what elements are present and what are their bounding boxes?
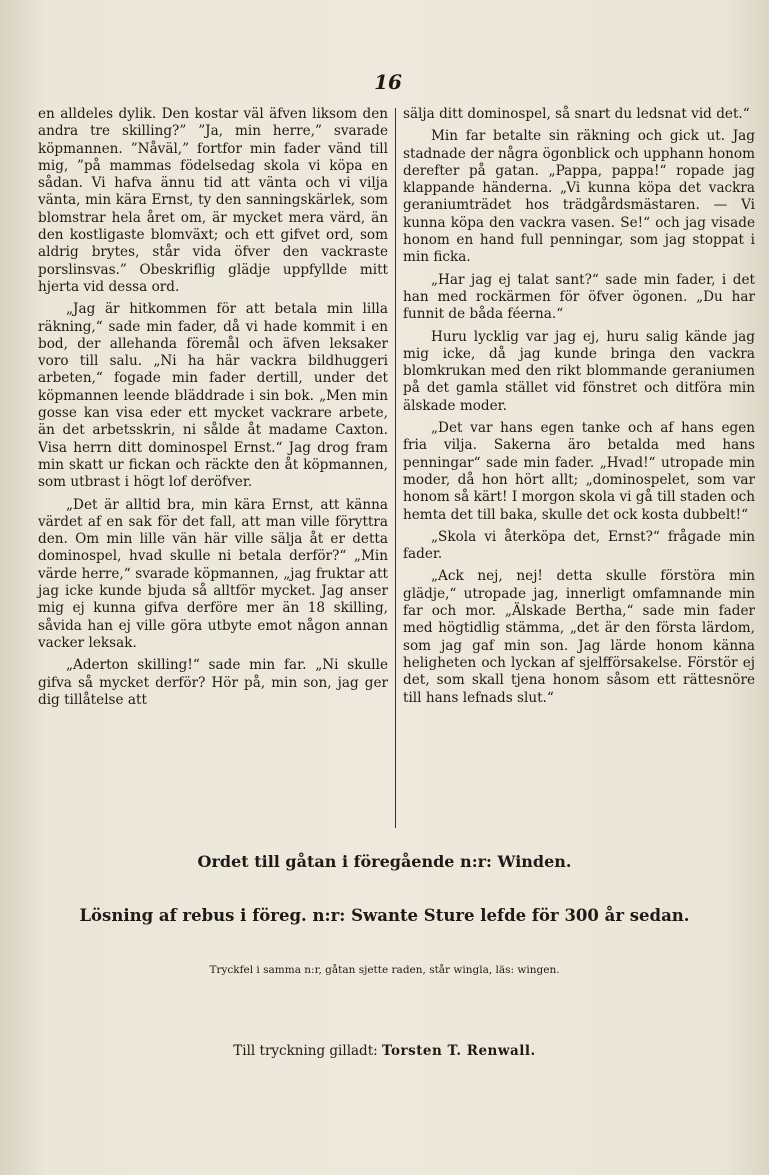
paragraph: „Skola vi återköpa det, Ernst?“ frågade min fader. — [403, 528, 755, 563]
printing-approval-label: Till tryckning gilladt: — [233, 1043, 378, 1059]
paragraph: Huru lycklig var jag ej, huru salig kände jag mig icke, då jag kunde bringa den vackra blomkrukan med den rikt blommande geraniumen på det gamla stället vid fönstret och ditföra min älskade moder. — [403, 328, 755, 414]
censor-name: Torsten T. Renwall. — [381, 1043, 536, 1059]
page-number: 16 — [374, 70, 402, 94]
paragraph: sälja ditt dominospel, så snart du ledsnat vid det.“ — [403, 106, 750, 122]
erratum-note: Tryckfel i samma n:r, gåtan sjette raden, står wingla, läs: wingen. — [209, 964, 560, 976]
paragraph: „Jag är hitkommen för att betala min lilla räkning,“ sade min fader, då vi hade kommit i en bod, der allehanda föremål och äfven leksaker voro till salu. „Ni ha här vackra bildhuggeri arbeten,“ fogade min fader dertill, under det köpmannen leende bläddrade i sin bok. „Men min gosse kan visa eder ett mycket vackrare arbete, än det arbetsskrin, ni sålde åt madame Caxton. Visa herrn ditt dominospel Ernst.“ Jag drog fram min skatt ur fickan och räckte den åt köpmannen, som utbrast i högt lof deröfver. — [38, 301, 388, 491]
left-column — [38, 106, 388, 714]
paragraph: „Har jag ej talat sant?“ sade min fader, i det han med rockärmen för öfver ögonen. „Du har funnit de båda féerna.“ — [403, 271, 755, 323]
paragraph: „Det är alltid bra, min kära Ernst, att känna värdet af en sak för det fall, att man ville föryttra den. Om min lille vän här ville sälja åt er detta dominospel, hvad skulle ni betala derför?“ „Min värde herre,“ svarade köpmannen, „jag fruktar att jag icke kunde bjuda så alltför mycket. Jag anser mig ej kunna gifva derföre mer än 18 skilling, såvida han ej ville göra utbyte emot någon annan vacker leksak. — [38, 496, 388, 651]
paragraph: Min far betalte sin räkning och gick ut. Jag stadnade der några ögonblick och upphann honom derefter på gatan. „Pappa, pappa!“ ropade jag klappande händerna. „Vi kunna köpa det vackra geraniumträdet hos trädgårdsmästaren. — Vi kunna köpa den vackra vasen. Se!“ och jag visade honom en hand full penningar, som jag stoppat i min ficka. — [403, 128, 755, 266]
paragraph: „Ack nej, nej! detta skulle förstöra min glädje,“ utropade jag, innerligt omfamnande min far och mor. „Älskade Bertha,“ sade min fader med högtidlig stämma, „det är den första lärdom, som jag gaf min son. Jag lärde honom känna heligheten och lyckan af sjelfförsakelse. Förstör ej det, som skall tjena honom såsom ett rättesnöre till hans lefnads slut.“ — [403, 568, 755, 706]
right-column — [403, 106, 755, 712]
riddle-answer: Ordet till gåtan i föregående n:r: Winden. — [197, 852, 572, 871]
paragraph: „Det var hans egen tanke och af hans egen fria vilja. Sakerna äro betalda med hans penningar“ sade min fader. „Hvad!“ utropade min moder, då hon hört allt; „dominospelet, som var honom så kärt! I morgon skola vi gå till staden och hemta det till baka, skulle det ock kosta dubbelt!“ — [403, 420, 755, 523]
paragraph: „Aderton skilling!“ sade min far. „Ni skulle gifva så mycket derför? Hör på, min son, jag ger dig tillåtelse att — [38, 657, 388, 708]
printing-approval — [0, 1043, 769, 1059]
rebus-answer: Lösning af rebus i föreg. n:r: Swante Sture lefde för 300 år sedan. — [79, 906, 690, 925]
paragraph: en alldeles dylik. Den kostar väl äfven liksom den andra tre skilling?” ”Ja, min herre,” svarade köpmannen. ”Nåväl,” fortfor min fader vänd till mig, ”på mammas födelsedag skola vi köpa en sådan. Vi hafva ännu tid att vänta och vi vilja vänta, min kära Ernst, ty den sanningskärlek, som blomstrar hela året om, är mycket mera värd, än den kostligaste blomväxt; och ett gifvet ord, som aldrig brytes, står vida öfver den vackraste porslinsvas.” Obeskriflig glädje uppfyllde mitt hjerta vid dessa ord. — [38, 106, 388, 295]
column-divider — [395, 108, 396, 828]
